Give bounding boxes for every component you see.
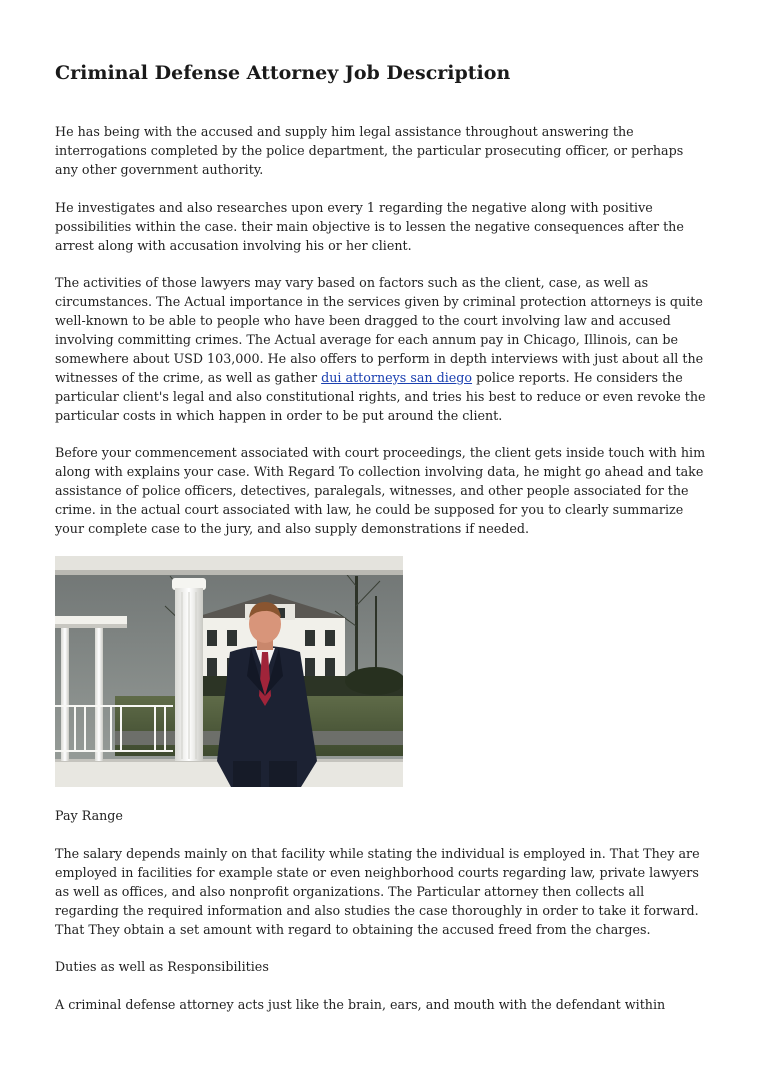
- text-line: Before your commencement associated with court proceedings, the client gets inside touch with him: [55, 445, 706, 460]
- text-line: possibilities within the case. their main objective is to lessen the negative consequences after the: [55, 219, 684, 234]
- text-line: arrest along with accusation involving his or her client.: [55, 238, 412, 253]
- text-line: A criminal defense attorney acts just like the brain, ears, and mouth with the defendant within: [55, 997, 666, 1012]
- text-line: He has being with the accused and supply him legal assistance throughout answering the: [55, 124, 634, 139]
- duties-heading: Duties as well as Responsibilities: [55, 959, 269, 974]
- text-line: regarding the required information and also studies the case thoroughly in order to take it forward.: [55, 903, 699, 918]
- text-line: well-known to be able to people who have been dragged to the court involving law and accused: [55, 313, 671, 328]
- dui-attorneys-link[interactable]: dui attorneys san diego: [321, 370, 473, 385]
- paragraph-4: [55, 443, 713, 538]
- text-line: involving committing crimes. The Actual average for each annum pay in Chicago, Illinois, can be: [55, 332, 679, 347]
- page-title: Criminal Defense Attorney Job Description: [55, 62, 511, 84]
- text-line: particular costs in which happen in order to be put around the client.: [55, 408, 503, 423]
- text-line: as well as offices, and also nonprofit organizations. The Particular attorney then collects all: [55, 884, 645, 899]
- attorney-photo: [55, 556, 403, 787]
- text-line: The salary depends mainly on that facility while stating the individual is employed in. That They are: [55, 846, 700, 861]
- text-line: circumstances. The Actual importance in the services given by criminal protection attorneys is quite: [55, 294, 703, 309]
- pay-range-heading: Pay Range: [55, 808, 123, 823]
- text-line: interrogations completed by the police department, the particular prosecuting officer, or perhaps: [55, 143, 684, 158]
- pay-range-paragraph: [55, 844, 713, 939]
- text-line: particular client's legal and also constitutional rights, and tries his best to reduce or even revoke the: [55, 389, 706, 404]
- text-line: That They obtain a set amount with regard to obtaining the accused freed from the charges.: [55, 922, 651, 937]
- paragraph-1: [55, 122, 713, 179]
- paragraph-2: [55, 198, 713, 255]
- paragraph-3: [55, 273, 713, 425]
- text-line: crime. in the actual court associated with law, he could be supposed for you to clearly summarize: [55, 502, 684, 517]
- duties-paragraph: [55, 995, 713, 1014]
- text-line: The activities of those lawyers may vary based on factors such as the client, case, as well as: [55, 275, 649, 290]
- text-line: somewhere about USD 103,000. He also offers to perform in depth interviews with just about all the: [55, 351, 704, 366]
- link-line-before: witnesses of the crime, as well as gather: [55, 370, 322, 385]
- text-line: He investigates and also researches upon every 1 regarding the negative along with positive: [55, 200, 653, 215]
- text-line: your complete case to the jury, and also supply demonstrations if needed.: [55, 521, 530, 536]
- text-line: assistance of police officers, detectives, paralegals, witnesses, and other people associated for the: [55, 483, 689, 498]
- link-line-after: police reports. He considers the: [472, 370, 683, 385]
- text-line-with-link: [55, 368, 713, 387]
- text-line: any other government authority.: [55, 162, 264, 177]
- text-line: employed in facilities for example state or even neighborhood courts regarding law, private lawyers: [55, 865, 699, 880]
- text-line: along with explains your case. With Regard To collection involving data, he might go ahead and take: [55, 464, 704, 479]
